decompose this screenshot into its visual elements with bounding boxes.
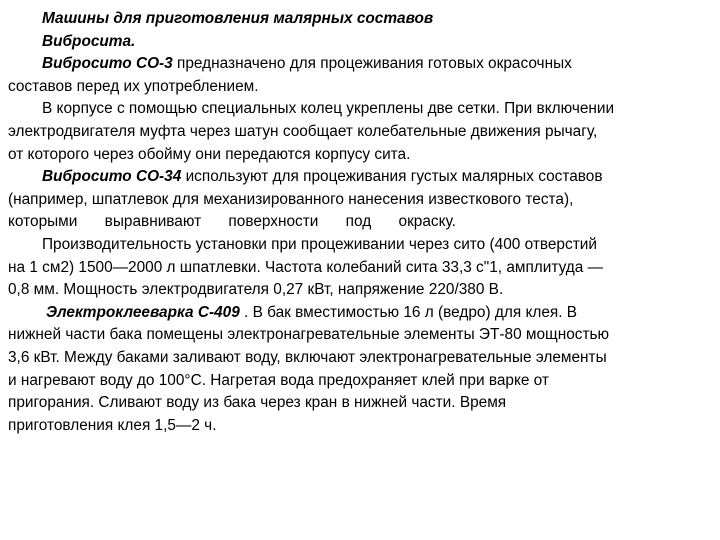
document-body [8, 8, 712, 437]
section-heading: Машины для приготовления малярных составов [42, 10, 434, 27]
paragraph-glue-cooker-line-4: и нагревают воду до 100°С. Нагретая вода предохраняет клей при варке от [8, 371, 549, 389]
paragraph-glue-cooker-line-3: 3,6 кВт. Между баками заливают воду, включают электронагревательные элементы [8, 348, 607, 366]
paragraph-vibrosito-co34-line-1 [8, 166, 712, 189]
paragraph-text: используют для процеживания густых малярных составов [181, 168, 603, 186]
term-vibrosito-co3: Вибросито СО-3 [42, 55, 173, 73]
paragraph-text: предназначено для процеживания готовых окрасочных [172, 55, 572, 73]
word: которыми [8, 213, 78, 231]
word: поверхности [228, 213, 319, 231]
term-vibrosito-co34: Вибросито СО-34 [42, 168, 182, 186]
paragraph-vibrosito-co34-line-3 [8, 211, 456, 234]
paragraph-performance-line-2: на 1 см2) 1500—2000 л шпатлевки. Частота колебаний сита 33,3 с"1, амплитуда — [8, 258, 603, 276]
term-glue-cooker: Электроклееварка С-409 [46, 303, 240, 321]
word: окраску. [398, 213, 456, 231]
paragraph-text: . В бак вместимостью 16 л (ведро) для клея. В [239, 303, 578, 321]
paragraph-vibrosito-co3-line-2: составов перед их употреблением. [8, 77, 259, 95]
paragraph-glue-cooker-line-6: приготовления клея 1,5—2 ч. [8, 416, 217, 434]
paragraph-performance-line-1: Производительность установки при процеживании через сито (400 отверстий [42, 235, 597, 253]
subsection-heading: Вибросита. [42, 32, 136, 50]
paragraph-body-line-2: электродвигателя муфта через шатун сообщает колебательные движения рычагу, [8, 122, 598, 140]
word: под [345, 213, 372, 231]
paragraph-body-line-3: от которого через обойму они передаются корпусу сита. [8, 145, 411, 163]
paragraph-vibrosito-co34-line-2: (например, шпатлевок для механизированного нанесения известкового теста), [8, 190, 574, 208]
paragraph-glue-cooker-line-5: пригорания. Сливают воду из бака через кран в нижней части. Время [8, 394, 507, 412]
paragraph-glue-cooker-line-2: нижней части бака помещены электронагревательные элементы ЭТ-80 мощностью [8, 326, 610, 344]
paragraph-glue-cooker-line-1 [8, 302, 712, 325]
word: выравнивают [104, 213, 202, 231]
paragraph-performance-line-3: 0,8 мм. Мощность электродвигателя 0,27 кВт, напряжение 220/380 В. [8, 281, 504, 299]
paragraph-body-line-1: В корпусе с помощью специальных колец укреплены две сетки. При включении [42, 100, 615, 118]
paragraph-vibrosito-co3-line-1 [8, 53, 712, 76]
